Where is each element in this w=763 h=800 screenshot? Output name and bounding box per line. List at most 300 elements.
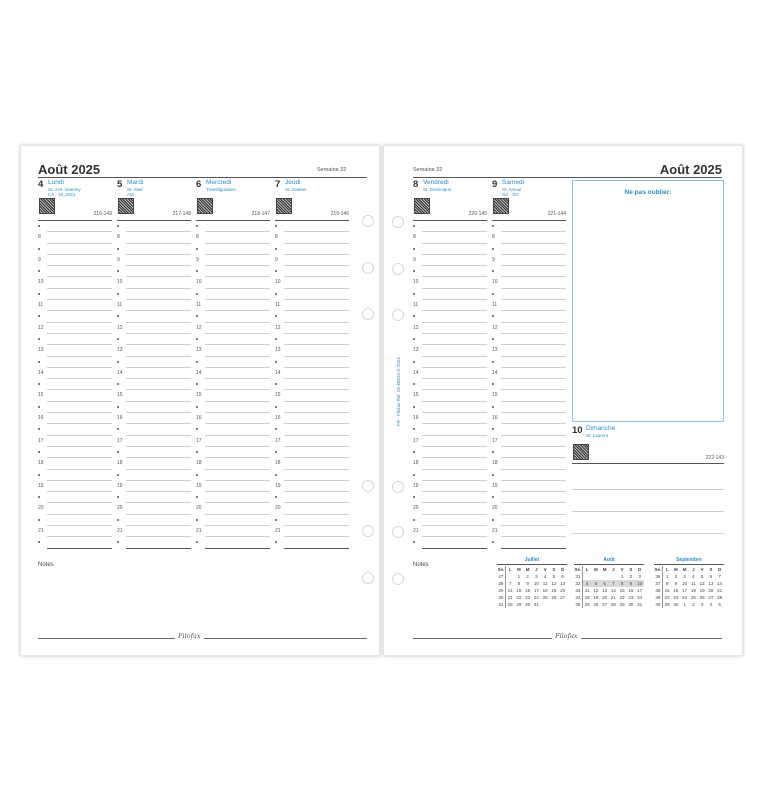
calendar-date: 2 [692, 602, 695, 607]
day-column[interactable] [275, 179, 349, 559]
time-slot[interactable] [117, 526, 191, 537]
week-number: 31 [497, 601, 506, 608]
time-slot[interactable] [117, 470, 191, 481]
time-slot[interactable] [117, 436, 191, 447]
hour-label [38, 336, 40, 342]
time-slot[interactable] [275, 413, 349, 424]
time-slot[interactable] [38, 255, 112, 266]
hour-label [196, 291, 198, 297]
left-page [20, 145, 380, 656]
time-slot[interactable] [117, 357, 191, 368]
time-slot[interactable] [413, 492, 487, 503]
time-slot[interactable] [275, 277, 349, 288]
hour-label: 14 [117, 369, 123, 376]
day-column[interactable] [196, 179, 270, 559]
time-slot[interactable] [196, 503, 270, 514]
time-slot[interactable] [196, 413, 270, 424]
calendar-date: 25 [584, 602, 590, 607]
time-slot[interactable] [117, 413, 191, 424]
time-slot[interactable] [38, 334, 112, 345]
half-hour-dot [117, 270, 119, 272]
brand-logo: Filofax [552, 632, 581, 640]
time-slot[interactable] [492, 402, 566, 413]
time-slot[interactable] [38, 413, 112, 424]
time-slot[interactable] [275, 470, 349, 481]
day-name: Lundi [48, 179, 64, 186]
time-slot[interactable] [196, 334, 270, 345]
calendar-date: 15 [619, 588, 625, 593]
time-slot[interactable] [275, 334, 349, 345]
time-slot[interactable] [117, 537, 191, 548]
hour-label [38, 246, 40, 252]
mini-calendar [497, 557, 567, 608]
hour-label [38, 404, 40, 410]
hour-label: 16 [196, 415, 202, 422]
day-name: Jeudi [285, 179, 301, 186]
time-slot[interactable] [413, 232, 487, 243]
hour-label: 17 [196, 437, 202, 444]
hour-label [492, 246, 494, 252]
calendar-date: 25 [690, 595, 696, 600]
time-slot[interactable] [38, 277, 112, 288]
weekday-header: V [543, 567, 547, 572]
time-slot[interactable] [492, 492, 566, 503]
time-slot[interactable] [196, 526, 270, 537]
time-slot[interactable] [38, 447, 112, 458]
half-hour-dot [38, 519, 40, 521]
day-number: 9 [492, 179, 498, 190]
calendar-date: 18 [542, 588, 548, 593]
time-slot[interactable] [492, 379, 566, 390]
half-hour-dot [117, 225, 119, 227]
time-slot[interactable] [275, 436, 349, 447]
time-slot[interactable] [275, 526, 349, 537]
time-slot[interactable] [413, 311, 487, 322]
time-slot[interactable] [275, 323, 349, 334]
time-slot[interactable] [275, 289, 349, 300]
time-slot[interactable] [38, 402, 112, 413]
time-slot[interactable] [275, 424, 349, 435]
time-slot[interactable] [117, 244, 191, 255]
hour-label: 14 [413, 369, 419, 376]
time-slot[interactable] [38, 300, 112, 311]
hour-label [413, 381, 415, 387]
time-slot[interactable] [117, 266, 191, 277]
time-slot[interactable] [413, 289, 487, 300]
time-slot[interactable] [492, 390, 566, 401]
day-header [413, 179, 487, 221]
calendar-date: 17 [637, 588, 643, 593]
time-slot[interactable] [492, 537, 566, 548]
calendar-date: 10 [637, 581, 643, 586]
time-slot[interactable] [492, 481, 566, 492]
half-hour-dot [117, 474, 119, 476]
calendar-date: 22 [516, 595, 522, 600]
time-slot[interactable] [117, 515, 191, 526]
time-slot[interactable] [196, 481, 270, 492]
time-slot[interactable] [275, 266, 349, 277]
hour-label: 19 [38, 482, 44, 489]
hour-label: 12 [38, 324, 44, 331]
hour-label [275, 246, 277, 252]
time-slot[interactable] [492, 289, 566, 300]
time-slot[interactable] [413, 515, 487, 526]
time-slot[interactable] [38, 289, 112, 300]
hour-label [117, 291, 119, 297]
time-slot[interactable] [38, 503, 112, 514]
hour-label [492, 381, 494, 387]
time-slot[interactable] [117, 424, 191, 435]
time-slot[interactable] [117, 277, 191, 288]
time-slot[interactable] [117, 402, 191, 413]
hour-label [275, 404, 277, 410]
calendar-date: 8 [618, 580, 627, 587]
time-slot[interactable] [196, 266, 270, 277]
half-hour-dot [38, 541, 40, 543]
ring-hole [392, 481, 404, 493]
time-slot[interactable] [275, 390, 349, 401]
time-slot[interactable] [275, 379, 349, 390]
time-slot[interactable] [38, 390, 112, 401]
time-slot[interactable] [38, 379, 112, 390]
calendar-date: 11 [691, 581, 696, 586]
hour-label [275, 426, 277, 432]
half-hour-dot [413, 519, 415, 521]
half-hour-dot [492, 270, 494, 272]
hour-label [196, 494, 198, 500]
day-column[interactable] [38, 179, 112, 559]
hour-label [492, 291, 494, 297]
time-slot[interactable] [196, 244, 270, 255]
time-slot[interactable] [275, 357, 349, 368]
time-slot[interactable] [492, 277, 566, 288]
day-sunday[interactable] [572, 425, 724, 510]
time-slot[interactable] [38, 232, 112, 243]
time-slot[interactable] [492, 413, 566, 424]
time-slot[interactable] [413, 379, 487, 390]
hour-label: 13 [38, 347, 44, 354]
time-slot[interactable] [117, 503, 191, 514]
time-slot[interactable] [117, 447, 191, 458]
time-slot[interactable] [196, 300, 270, 311]
time-slot[interactable] [117, 368, 191, 379]
hour-label: 21 [492, 528, 498, 535]
hour-label: 16 [275, 415, 281, 422]
calendar-date: 7 [718, 574, 721, 579]
hour-label: 20 [413, 505, 419, 512]
time-slot[interactable] [38, 470, 112, 481]
half-hour-dot [117, 541, 119, 543]
time-slot[interactable] [413, 390, 487, 401]
time-slot[interactable] [117, 221, 191, 232]
calendar-date: 15 [516, 588, 522, 593]
hour-label [117, 449, 119, 455]
time-slot[interactable] [38, 357, 112, 368]
time-slot[interactable] [117, 458, 191, 469]
time-slot[interactable] [275, 481, 349, 492]
time-slot[interactable] [275, 492, 349, 503]
time-slot[interactable] [196, 515, 270, 526]
time-slot[interactable] [117, 232, 191, 243]
time-slot[interactable] [275, 402, 349, 413]
time-slot[interactable] [413, 244, 487, 255]
time-slot[interactable] [38, 436, 112, 447]
time-slot[interactable] [492, 266, 566, 277]
weekday-header: S [629, 567, 633, 572]
time-slot[interactable] [275, 515, 349, 526]
time-slot[interactable] [117, 345, 191, 356]
day-of-year: 222-143 [705, 455, 724, 461]
time-slot[interactable] [492, 424, 566, 435]
calendar-date: 22 [619, 595, 625, 600]
time-slot[interactable] [413, 436, 487, 447]
hour-label: 20 [275, 505, 281, 512]
time-slot[interactable] [275, 368, 349, 379]
calendar-date: 10 [682, 581, 688, 586]
calendar-date: 14 [507, 588, 513, 593]
time-slot[interactable] [38, 266, 112, 277]
time-slot[interactable] [275, 255, 349, 266]
calendar-date: 2 [526, 574, 529, 579]
time-slot[interactable] [413, 458, 487, 469]
time-slot[interactable] [117, 311, 191, 322]
hour-label: 15 [492, 392, 498, 399]
time-slot[interactable] [38, 481, 112, 492]
qr-code [276, 198, 292, 214]
time-slot[interactable] [196, 470, 270, 481]
time-slot[interactable] [196, 436, 270, 447]
day-column[interactable] [413, 179, 487, 559]
calendar-date: 31 [637, 602, 643, 607]
weekday-header: L [585, 567, 589, 572]
calendar-date: 30 [525, 602, 531, 607]
time-slot[interactable] [492, 323, 566, 334]
time-slot[interactable] [38, 515, 112, 526]
time-slot[interactable] [196, 323, 270, 334]
time-slot[interactable] [275, 221, 349, 232]
time-slot[interactable] [492, 232, 566, 243]
weekday-header: M [594, 567, 598, 572]
notes-label: Notes [38, 562, 54, 568]
time-slot[interactable] [413, 300, 487, 311]
hour-label: 15 [117, 392, 123, 399]
week-number: 31 [574, 573, 583, 580]
time-slot[interactable] [413, 368, 487, 379]
half-hour-dot [117, 248, 119, 250]
time-slot[interactable] [196, 357, 270, 368]
calendar-date: 6 [600, 580, 609, 587]
calendar-date: 8 [665, 581, 669, 586]
time-slot[interactable] [413, 481, 487, 492]
time-slot[interactable] [196, 402, 270, 413]
time-slot[interactable] [196, 311, 270, 322]
time-slot[interactable] [117, 481, 191, 492]
time-slot[interactable] [492, 526, 566, 537]
time-slot[interactable] [275, 345, 349, 356]
hour-label: 15 [413, 392, 419, 399]
half-hour-dot [196, 338, 198, 340]
time-slot[interactable] [117, 334, 191, 345]
time-slot[interactable] [196, 424, 270, 435]
hour-label: 8 [196, 234, 199, 241]
time-slot[interactable] [492, 255, 566, 266]
time-slot[interactable] [492, 357, 566, 368]
hour-label [492, 313, 494, 319]
memo-box[interactable] [572, 180, 724, 422]
hour-label: 11 [117, 302, 123, 309]
time-slot[interactable] [196, 345, 270, 356]
time-slot[interactable] [38, 424, 112, 435]
day-number: 8 [413, 179, 419, 190]
time-slot[interactable] [492, 311, 566, 322]
time-slot[interactable] [492, 436, 566, 447]
time-slot[interactable] [196, 379, 270, 390]
time-slot[interactable] [196, 390, 270, 401]
day-column[interactable] [492, 179, 566, 559]
hour-label: 19 [492, 482, 498, 489]
hour-label [413, 336, 415, 342]
hour-label: 13 [275, 347, 281, 354]
time-slot[interactable] [413, 470, 487, 481]
weekday-header: M [674, 567, 678, 572]
time-slot[interactable] [413, 413, 487, 424]
time-slot[interactable] [117, 379, 191, 390]
half-hour-dot [413, 270, 415, 272]
day-column[interactable] [117, 179, 191, 559]
half-hour-dot [117, 383, 119, 385]
time-slot[interactable] [492, 458, 566, 469]
time-slot[interactable] [492, 515, 566, 526]
half-hour-dot [275, 406, 277, 408]
time-slot[interactable] [413, 526, 487, 537]
time-slot[interactable] [38, 345, 112, 356]
time-slot[interactable] [117, 390, 191, 401]
time-slot[interactable] [413, 266, 487, 277]
weekday-header: Se. [574, 567, 582, 572]
time-slot[interactable] [196, 492, 270, 503]
time-slot[interactable] [492, 244, 566, 255]
time-slot[interactable] [196, 289, 270, 300]
time-slot[interactable] [413, 323, 487, 334]
time-slot[interactable] [413, 503, 487, 514]
time-slot[interactable] [413, 277, 487, 288]
time-slot[interactable] [196, 232, 270, 243]
hour-label [413, 246, 415, 252]
time-slot[interactable] [38, 244, 112, 255]
time-slot[interactable] [413, 221, 487, 232]
time-slot[interactable] [275, 503, 349, 514]
weekday-header: L [508, 567, 512, 572]
time-slot[interactable] [275, 537, 349, 548]
time-slot[interactable] [38, 537, 112, 548]
hour-label: 9 [117, 256, 120, 263]
time-slot[interactable] [38, 492, 112, 503]
hour-label [117, 381, 119, 387]
time-slot[interactable] [413, 447, 487, 458]
time-slot[interactable] [196, 537, 270, 548]
time-slot[interactable] [413, 345, 487, 356]
header-rule [413, 177, 722, 178]
time-slot[interactable] [196, 458, 270, 469]
calendar-date [583, 573, 592, 580]
time-slot[interactable] [492, 334, 566, 345]
time-slot[interactable] [492, 300, 566, 311]
half-hour-dot [38, 428, 40, 430]
time-slot[interactable] [117, 492, 191, 503]
time-slot[interactable] [492, 470, 566, 481]
ring-hole [362, 572, 374, 584]
half-hour-dot [117, 451, 119, 453]
hour-label [413, 449, 415, 455]
hour-label [275, 359, 277, 365]
brand-logo: Filofax [175, 632, 204, 640]
time-slot[interactable] [492, 221, 566, 232]
time-slot[interactable] [38, 311, 112, 322]
time-slot[interactable] [492, 447, 566, 458]
time-slot[interactable] [38, 323, 112, 334]
time-slot[interactable] [413, 334, 487, 345]
hour-label: 11 [38, 302, 44, 309]
time-slot[interactable] [196, 277, 270, 288]
time-slot[interactable] [413, 255, 487, 266]
time-slot[interactable] [275, 447, 349, 458]
time-slot[interactable] [275, 311, 349, 322]
calendar-date: 4 [692, 574, 695, 579]
time-slot[interactable] [275, 300, 349, 311]
time-slot[interactable] [413, 357, 487, 368]
calendar-date: 9 [627, 580, 636, 587]
time-slot[interactable] [413, 424, 487, 435]
hour-label: 8 [413, 234, 416, 241]
time-slot[interactable] [275, 244, 349, 255]
time-slot[interactable] [117, 255, 191, 266]
time-slot[interactable] [117, 289, 191, 300]
calendar-date: 19 [593, 595, 599, 600]
time-slot[interactable] [196, 221, 270, 232]
half-hour-dot [492, 541, 494, 543]
time-slot[interactable] [275, 232, 349, 243]
time-slot[interactable] [275, 458, 349, 469]
half-hour-dot [492, 451, 494, 453]
hour-label [117, 268, 119, 274]
time-slot[interactable] [117, 323, 191, 334]
ruled-line [126, 548, 191, 549]
time-slot[interactable] [196, 368, 270, 379]
time-slot[interactable] [117, 300, 191, 311]
time-slot[interactable] [38, 221, 112, 232]
hour-label [413, 472, 415, 478]
ruled-line [47, 548, 112, 549]
week-label: Semaine 32 [317, 167, 347, 173]
time-slot[interactable] [492, 503, 566, 514]
time-slot[interactable] [38, 458, 112, 469]
hour-label: 9 [275, 256, 278, 263]
time-slot[interactable] [413, 402, 487, 413]
calendar-date: 15 [664, 588, 670, 593]
hour-label [117, 539, 119, 545]
time-slot[interactable] [492, 368, 566, 379]
time-slot[interactable] [196, 447, 270, 458]
calendar-date: 3 [700, 602, 704, 607]
time-slot[interactable] [413, 537, 487, 548]
time-slot[interactable] [38, 526, 112, 537]
time-slot[interactable] [196, 255, 270, 266]
hour-label: 19 [413, 482, 419, 489]
calendar-date: 5 [700, 574, 704, 579]
time-slot[interactable] [492, 345, 566, 356]
calendar-date: 23 [673, 595, 679, 600]
time-slot[interactable] [38, 368, 112, 379]
